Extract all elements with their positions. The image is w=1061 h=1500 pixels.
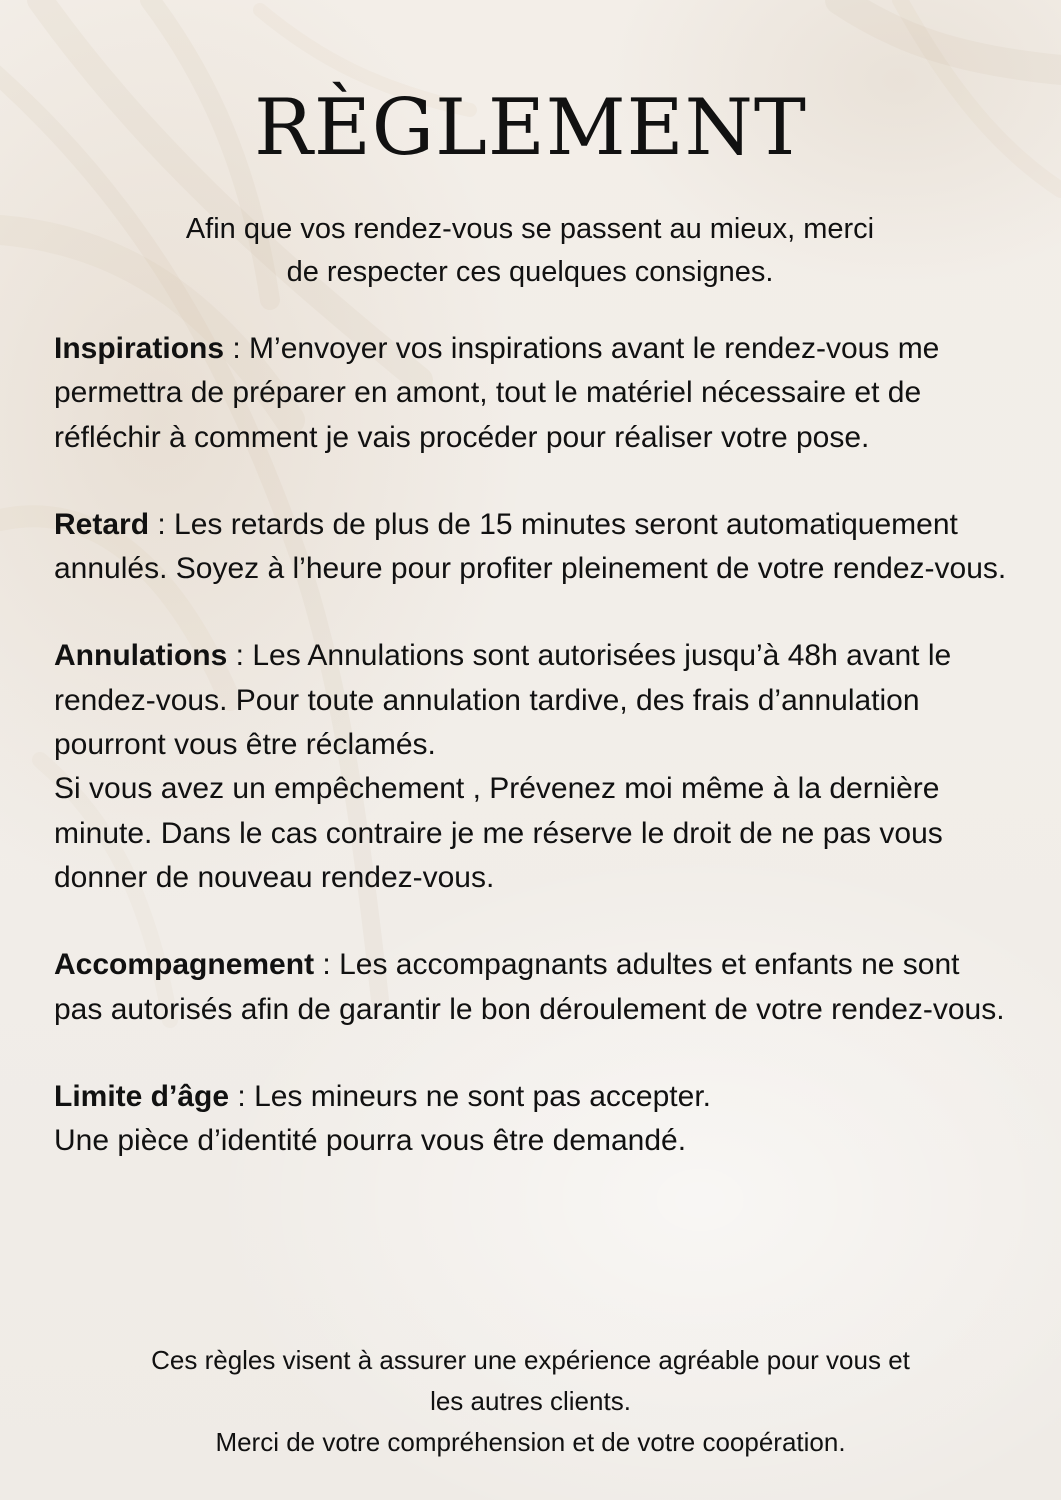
rule-text: Les accompagnants adultes et enfants ne sont pas autorisés afin de garantir le bon déroulement de votre rendez-vous. [54, 948, 1005, 1026]
rule-text: M’envoyer vos inspirations avant le rendez-vous me permettra de préparer en amont, tout le matériel nécessaire et de réfléchir à comment je vais procéder pour réaliser votre pose. [54, 332, 940, 454]
rule-inspirations [54, 327, 1014, 460]
rule-accompagnement [54, 943, 1014, 1032]
pampas-leaf-shadow [840, 0, 1061, 70]
rule-separator: : [149, 507, 175, 541]
rule-retard [54, 503, 1014, 592]
pampas-stem-shadow [40, 0, 420, 380]
rule-separator: : [229, 1079, 255, 1113]
intro-line: de respecter ces quelques consignes. [286, 256, 774, 288]
rule-term: Annulations [54, 639, 228, 673]
intro-line: Afin que vos rendez-vous se passent au mieux, merci [185, 213, 875, 245]
closing-line: Merci de votre compréhension et de votre coopération. [215, 1427, 846, 1457]
rule-text: Les mineurs ne sont pas accepter. Une pièce d’identité pourra vous être demandé. [54, 1079, 711, 1158]
rule-term: Inspirations [54, 332, 225, 365]
intro-paragraph [80, 208, 980, 294]
rule-term: Limite d’âge [54, 1079, 230, 1113]
rule-limite-age [54, 1075, 1014, 1164]
closing-line: Ces règles visent à assurer une expérience agréable pour vous et [151, 1345, 910, 1375]
rule-text: Les retards de plus de 15 minutes seront automatiquement annulés. Soyez à l’heure pour profiter pleinement de votre rendez-vous. [54, 507, 1007, 586]
rule-separator: : [224, 332, 250, 365]
closing-line: les autres clients. [430, 1386, 631, 1416]
rule-separator: : [314, 948, 340, 982]
rule-term: Accompagnement [54, 948, 315, 982]
rule-text: Les Annulations sont autorisées jusqu’à 48h avant le rendez-vous. Pour toute annulation tardive, des frais d’annulation pourront vous être réclamés. Si vous avez un empêchement , Prévenez moi même à la dernière minute. Dans le cas contraire je me réserve le droit de ne pas vous donner de nouveau rendez-vous. [54, 639, 952, 894]
rule-annulations [54, 634, 1014, 900]
rules-list [54, 327, 1014, 1206]
page-title: RÈGLEMENT [254, 83, 807, 173]
closing-paragraph [20, 1340, 1041, 1463]
rule-term: Retard [54, 507, 150, 541]
rule-separator: : [227, 639, 253, 673]
